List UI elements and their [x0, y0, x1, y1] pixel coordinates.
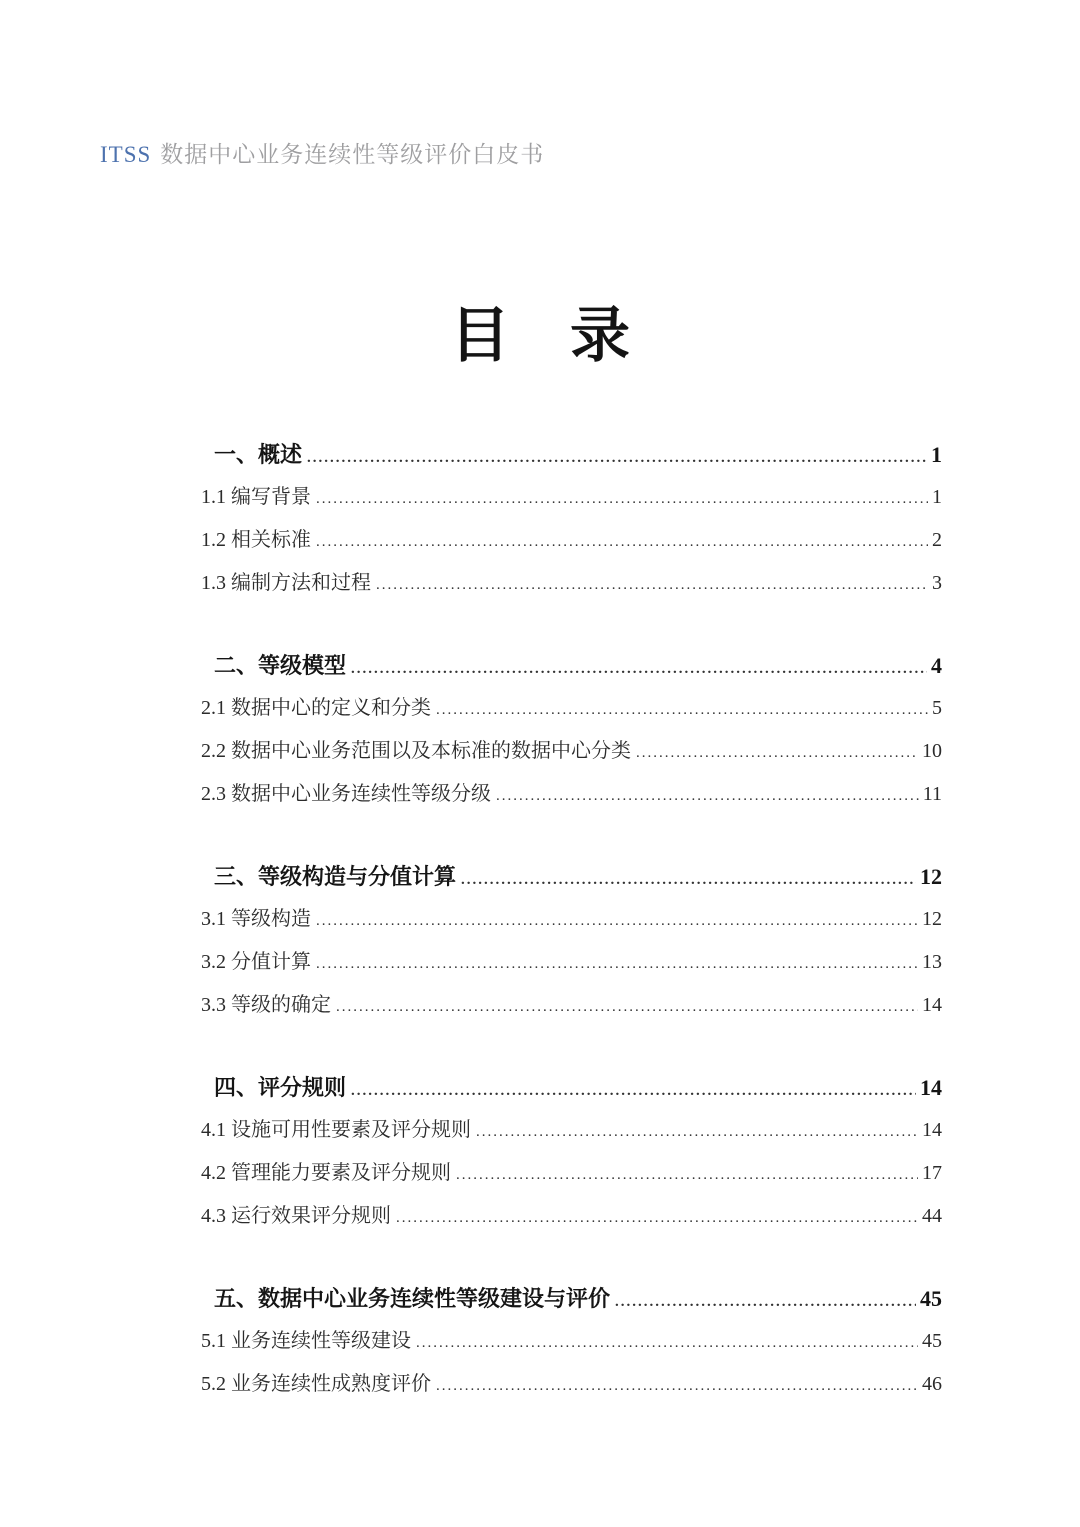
toc-section-heading[interactable]	[201, 1277, 942, 1320]
dot-leader	[636, 732, 918, 775]
toc-entry-page: 10	[922, 740, 942, 762]
toc-entry-label: 5.2 业务连续性成熟度评价	[201, 1373, 431, 1395]
toc-entry-label: 1.1 编写背景	[201, 486, 311, 508]
toc-title: 目 录	[450, 303, 630, 369]
toc-entry-page: 45	[922, 1330, 942, 1352]
toc-entry[interactable]	[201, 941, 942, 984]
dot-leader	[351, 648, 927, 691]
toc-heading-label: 二、等级模型	[214, 653, 347, 678]
toc-entry-label: 4.2 管理能力要素及评分规则	[201, 1162, 451, 1184]
toc-entry[interactable]	[201, 476, 942, 519]
toc-entry-page: 12	[922, 908, 942, 930]
dot-leader	[615, 1281, 916, 1324]
brand-logo-text: ITSS	[100, 142, 152, 167]
toc-entry-page: 3	[932, 572, 942, 594]
toc-heading-page: 12	[920, 864, 942, 889]
table-of-contents	[201, 433, 942, 1406]
dot-leader	[351, 1070, 916, 1113]
toc-heading-label: 一、概述	[214, 442, 303, 467]
document-title: 数据中心业务连续性等级评价白皮书	[160, 142, 545, 167]
dot-leader	[396, 1197, 918, 1240]
toc-heading-page: 14	[920, 1075, 942, 1100]
toc-entry-page: 1	[932, 486, 942, 508]
dot-leader	[316, 943, 918, 986]
toc-section-heading[interactable]	[201, 855, 942, 898]
toc-section	[201, 1277, 942, 1406]
toc-entry-label: 3.2 分值计算	[201, 951, 311, 973]
toc-entry[interactable]	[201, 730, 942, 773]
toc-entry[interactable]	[201, 562, 942, 605]
toc-section-heading[interactable]	[201, 1066, 942, 1109]
toc-section-heading[interactable]	[201, 433, 942, 476]
toc-entry[interactable]	[201, 1363, 942, 1406]
dot-leader	[376, 564, 928, 607]
toc-section	[201, 644, 942, 816]
dot-leader	[416, 1322, 918, 1365]
toc-entry[interactable]	[201, 898, 942, 941]
toc-entry-page: 13	[922, 951, 942, 973]
page-header	[100, 136, 544, 169]
toc-entry-label: 2.2 数据中心业务范围以及本标准的数据中心分类	[201, 740, 631, 762]
toc-entry-label: 2.3 数据中心业务连续性等级分级	[201, 783, 491, 805]
dot-leader	[316, 478, 928, 521]
toc-entry-page: 11	[922, 783, 942, 805]
toc-entry-label: 5.1 业务连续性等级建设	[201, 1330, 411, 1352]
toc-entry-label: 1.2 相关标准	[201, 529, 311, 551]
dot-leader	[307, 437, 927, 480]
toc-entry[interactable]	[201, 1109, 942, 1152]
toc-entry[interactable]	[201, 773, 942, 816]
toc-heading-label: 三、等级构造与分值计算	[214, 864, 457, 889]
toc-section-heading[interactable]	[201, 644, 942, 687]
dot-leader	[461, 859, 916, 902]
toc-entry-page: 44	[922, 1205, 942, 1227]
toc-entry[interactable]	[201, 1320, 942, 1363]
toc-entry[interactable]	[201, 519, 942, 562]
toc-entry[interactable]	[201, 984, 942, 1027]
toc-heading-page: 4	[931, 653, 942, 678]
toc-section	[201, 1066, 942, 1238]
toc-entry[interactable]	[201, 687, 942, 730]
toc-section	[201, 433, 942, 605]
toc-heading-label: 五、数据中心业务连续性等级建设与评价	[214, 1286, 611, 1311]
dot-leader	[476, 1111, 918, 1154]
toc-entry-label: 1.3 编制方法和过程	[201, 572, 371, 594]
toc-entry-label: 4.3 运行效果评分规则	[201, 1205, 391, 1227]
toc-heading-label: 四、评分规则	[214, 1075, 347, 1100]
dot-leader	[316, 900, 918, 943]
toc-section	[201, 855, 942, 1027]
dot-leader	[456, 1154, 918, 1197]
toc-entry[interactable]	[201, 1195, 942, 1238]
toc-heading-page: 45	[920, 1286, 942, 1311]
dot-leader	[316, 521, 928, 564]
dot-leader	[436, 1365, 918, 1408]
toc-heading-page: 1	[931, 442, 942, 467]
toc-entry-page: 14	[922, 1119, 942, 1141]
toc-entry-label: 4.1 设施可用性要素及评分规则	[201, 1119, 471, 1141]
toc-entry-page: 14	[922, 994, 942, 1016]
toc-entry-page: 2	[932, 529, 942, 551]
toc-entry-page: 5	[932, 697, 942, 719]
toc-entry-label: 3.1 等级构造	[201, 908, 311, 930]
toc-entry-label: 3.3 等级的确定	[201, 994, 331, 1016]
dot-leader	[336, 986, 918, 1029]
toc-entry-page: 46	[922, 1373, 942, 1395]
toc-entry[interactable]	[201, 1152, 942, 1195]
dot-leader	[436, 689, 928, 732]
dot-leader	[496, 775, 919, 818]
toc-entry-page: 17	[922, 1162, 942, 1184]
toc-entry-label: 2.1 数据中心的定义和分类	[201, 697, 431, 719]
